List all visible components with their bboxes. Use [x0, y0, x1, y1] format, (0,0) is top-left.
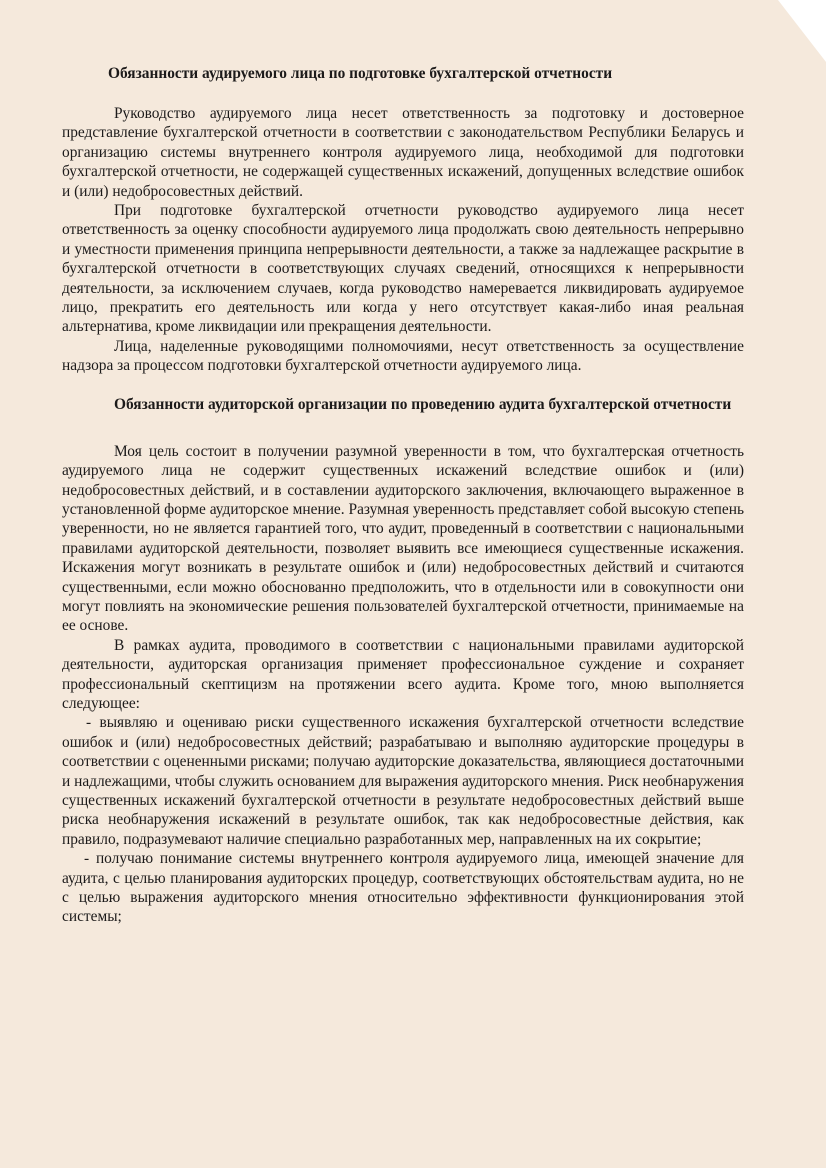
paragraph: Лица, наделенные руководящими полномочиями, несут ответственность за осуществление надзора за процессом подготовки бухгалтерской отчетности аудируемого лица. — [62, 337, 744, 375]
section-heading-auditor-duties: Обязанности аудиторской организации по проведению аудита бухгалтерской отчетности — [114, 395, 732, 413]
folded-corner — [778, 0, 826, 62]
paragraph: В рамках аудита, проводимого в соответствии с национальными правилами аудиторской деятельности, аудиторская организация применяет профессиональное суждение и сохраняет профессиональный скептицизм на протяжении всего аудита. Кроме того, мною выполняется следующее: — [62, 636, 744, 712]
list-item: - получаю понимание системы внутреннего контроля аудируемого лица, имеющей значение для аудита, с целью планирования аудиторских процедур, соответствующих обстоятельствам аудита, но не с целью выражения аудиторского мнения относительно эффективности функционирования этой системы; — [62, 850, 744, 926]
paragraph: Моя цель состоит в получении разумной уверенности в том, что бухгалтерская отчетность аудируемого лица не содержит существенных искажений вследствие ошибок и (или) недобросовестных действий, и в составлении аудиторского заключения, включающего выраженное в установленной форме аудиторское мнение. Разумная уверенность представляет собой высокую степень уверенности, но не является гарантией того, что аудит, проведенный в соответствии с национальными правилами аудиторской деятельности, позволяет выявить все имеющиеся существенные искажения. Искажения могут возникать в результате ошибок и (или) недобросовестных действий и считаются существенными, если можно обоснованно предположить, что в отдельности или в совокупности они могут повлиять на экономические решения пользователей бухгалтерской отчетности, принимаемые на ее основе. — [62, 442, 744, 635]
paragraph: При подготовке бухгалтерской отчетности руководство аудируемого лица несет ответственность за оценку способности аудируемого лица продолжать свою деятельность непрерывно и уместности применения принципа непрерывности деятельности, а также за надлежащее раскрытие в бухгалтерской отчетности в соответствующих случаях сведений, относящихся к непрерывности деятельности, за исключением случаев, когда руководство намеревается ликвидировать аудируемое лицо, прекратить его деятельность или когда у него отсутствует какая-либо иная реальная альтернатива, кроме ликвидации или прекращения деятельности. — [62, 202, 744, 336]
list-item: - выявляю и оцениваю риски существенного искажения бухгалтерской отчетности вследствие ошибок и (или) недобросовестных действий; разрабатываю и выполняю аудиторские процедуры в соответствии с оцененными рисками; получаю аудиторские доказательства, являющиеся достаточными и надлежащими, чтобы служить основанием для выражения аудиторского мнения. Риск необнаружения существенных искажений бухгалтерской отчетности в результате недобросовестных действий выше риска необнаружения искажений в результате ошибок, так как недобросовестные действия, как правило, подразумевают наличие специально разработанных мер, направленных на их сокрытие; — [62, 714, 744, 848]
paragraph: Руководство аудируемого лица несет ответственность за подготовку и достоверное представление бухгалтерской отчетности в соответствии с законодательством Республики Беларусь и организацию системы внутреннего контроля аудируемого лица, необходимой для подготовки бухгалтерской отчетности, не содержащей существенных искажений, допущенных вследствие ошибок и (или) недобросовестных действий. — [62, 105, 744, 200]
document-content — [62, 64, 744, 927]
section-heading-management-duties: Обязанности аудируемого лица по подготовке бухгалтерской отчетности — [108, 65, 613, 82]
